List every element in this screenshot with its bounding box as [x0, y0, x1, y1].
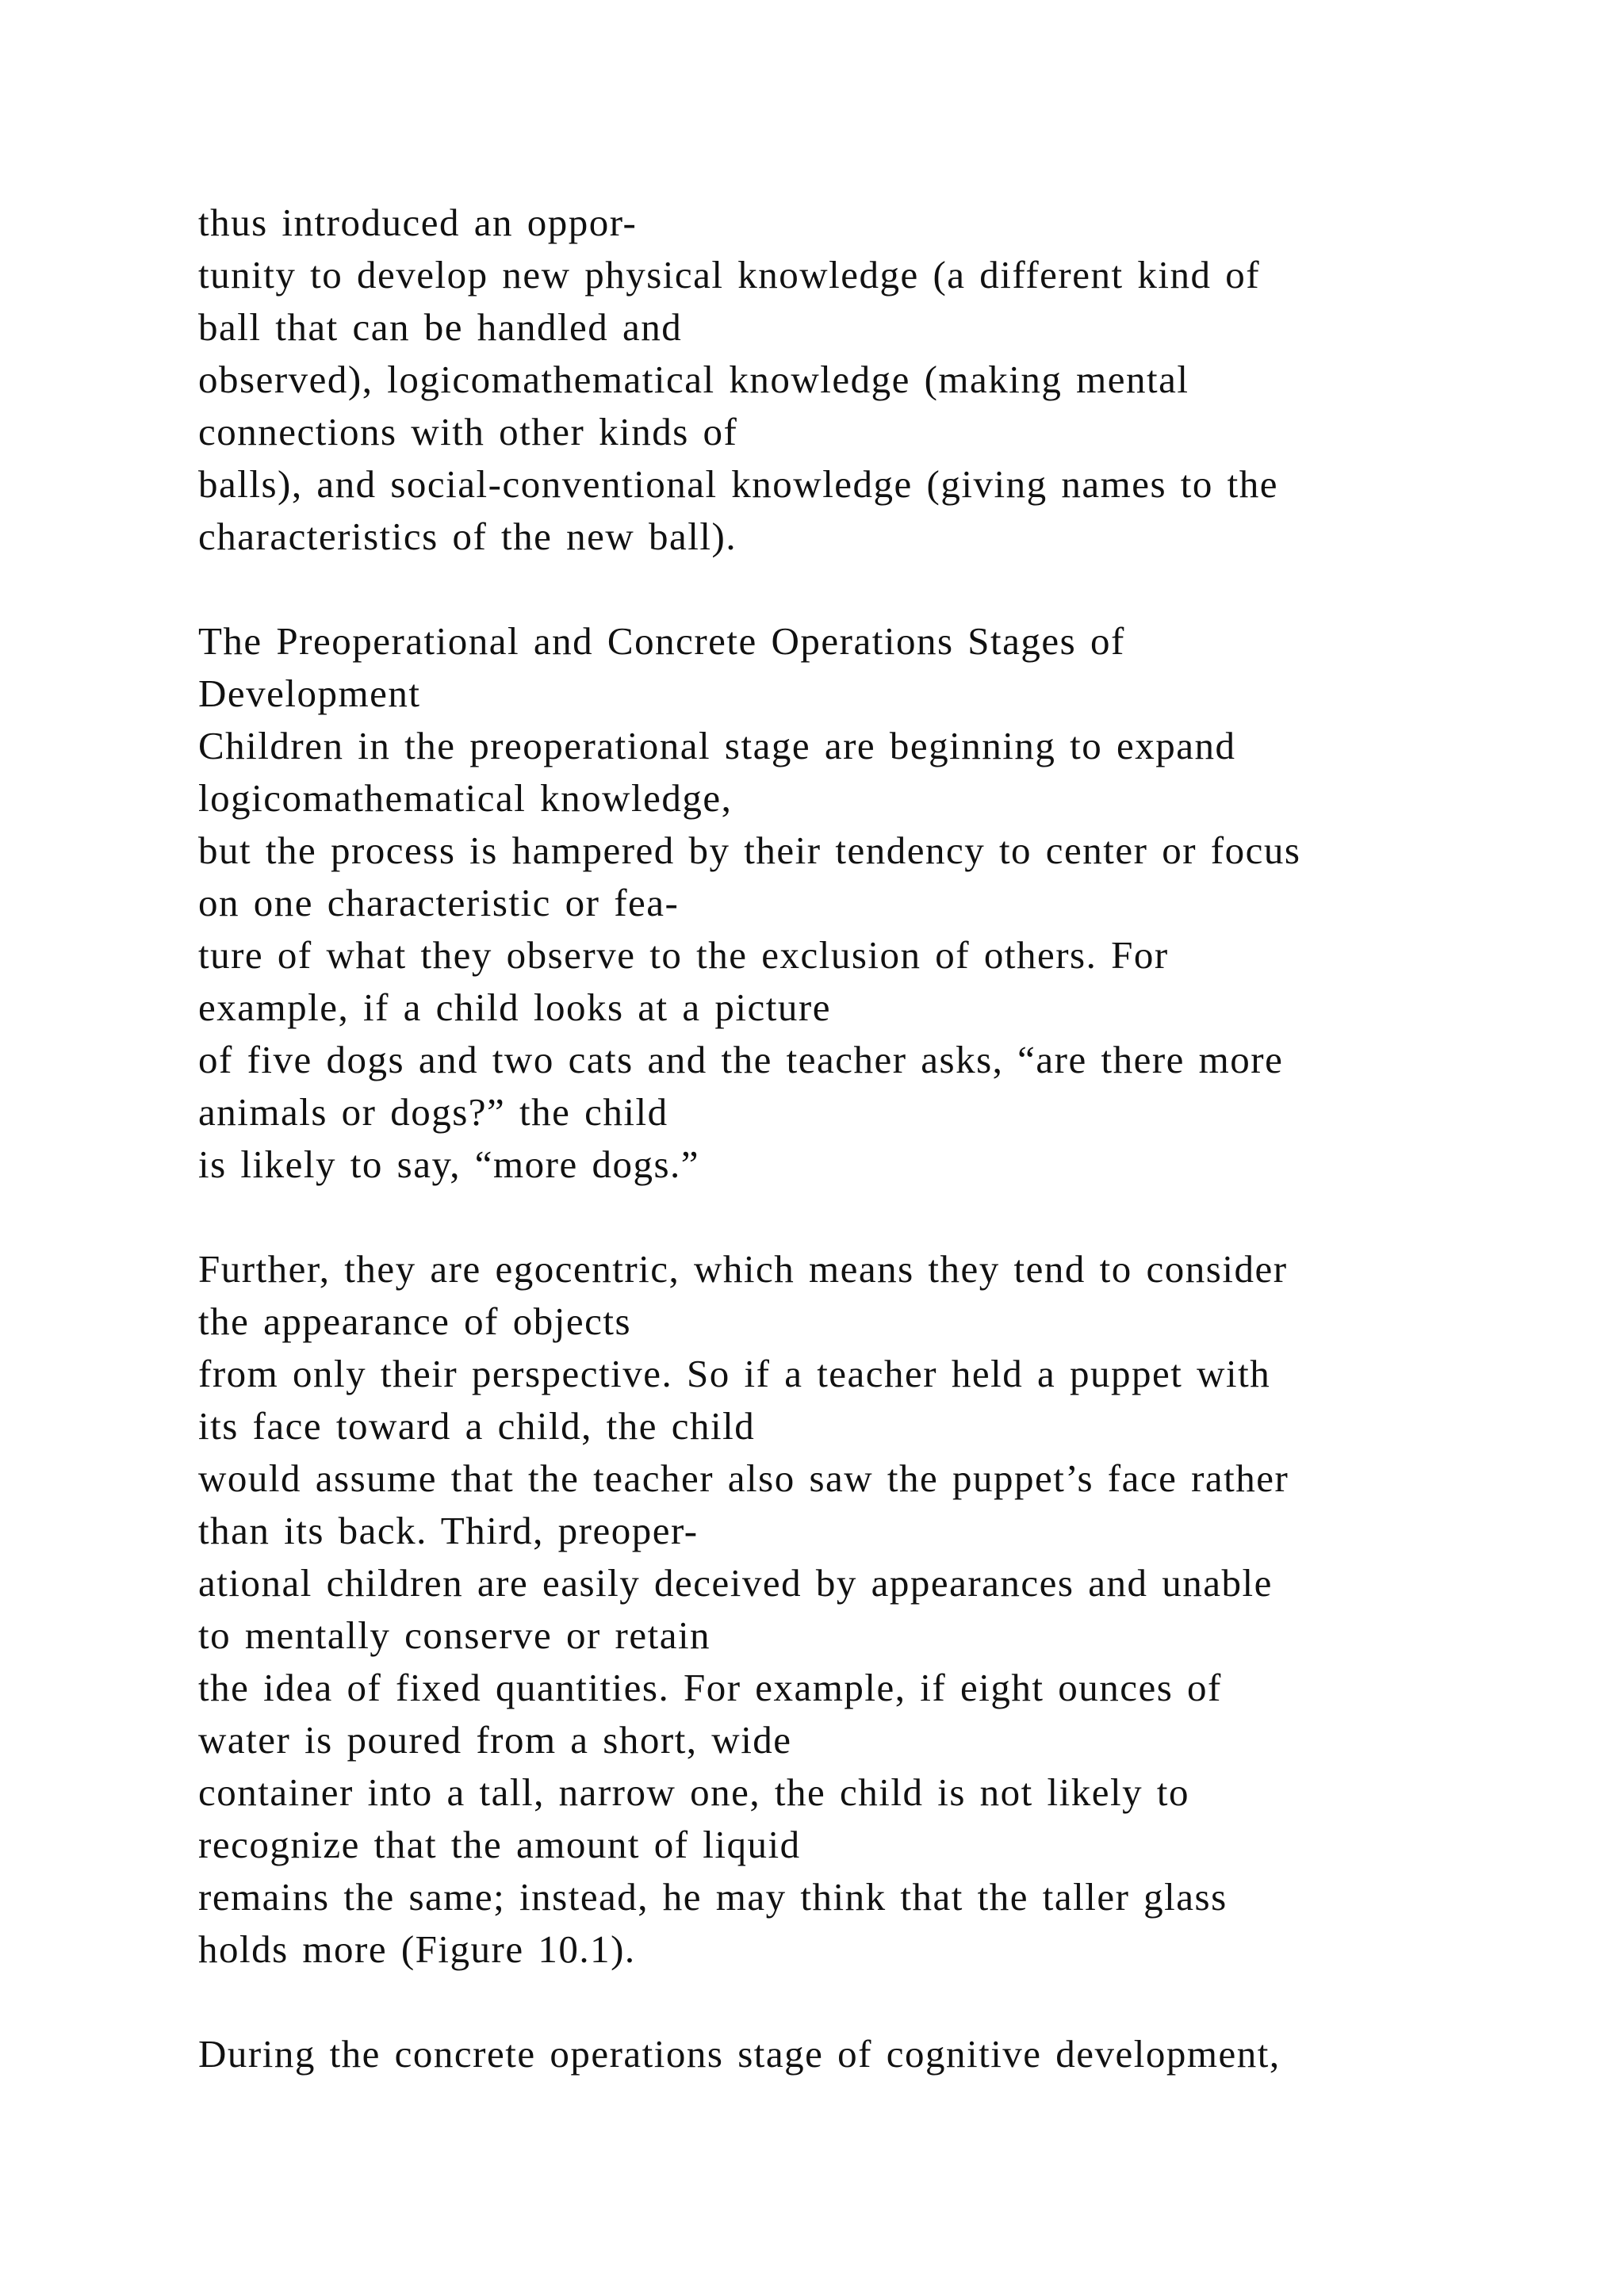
- text-line: on one characteristic or fea-: [198, 881, 680, 924]
- text-line: ational children are easily deceived by appearances and unable: [198, 1561, 1273, 1605]
- text-line: logicomathematical knowledge,: [198, 776, 733, 820]
- text-line: characteristics of the new ball).: [198, 515, 737, 558]
- text-line: ball that can be handled and: [198, 305, 683, 349]
- text-line: than its back. Third, preoper-: [198, 1509, 699, 1552]
- text-line: the appearance of objects: [198, 1299, 632, 1343]
- text-line: water is poured from a short, wide: [198, 1718, 792, 1762]
- section-heading-line: Development: [198, 672, 421, 715]
- text-line: Children in the preoperational stage are beginning to expand: [198, 724, 1236, 767]
- text-line: holds more (Figure 10.1).: [198, 1927, 636, 1971]
- text-line: from only their perspective. So if a teacher held a puppet with: [198, 1352, 1271, 1395]
- text-line: recognize that the amount of liquid: [198, 1823, 801, 1866]
- paragraph-egocentric: [198, 1243, 1515, 1976]
- text-line: animals or dogs?” the child: [198, 1090, 668, 1134]
- text-line: thus introduced an oppor-: [198, 201, 638, 244]
- paragraph-ball-knowledge: [198, 197, 1515, 563]
- text-line: of five dogs and two cats and the teacher asks, “are there more: [198, 1038, 1284, 1081]
- section-heading-line: The Preoperational and Concrete Operations Stages of: [198, 619, 1125, 663]
- paragraph-concrete-operations: [198, 2028, 1515, 2080]
- text-line: would assume that the teacher also saw the puppet’s face rather: [198, 1456, 1289, 1500]
- text-line: ture of what they observe to the exclusion of others. For: [198, 933, 1169, 977]
- text-line: During the concrete operations stage of cognitive development,: [198, 2032, 1281, 2076]
- text-line: Further, they are egocentric, which means they tend to consider: [198, 1247, 1288, 1291]
- text-line: observed), logicomathematical knowledge (making mental: [198, 358, 1189, 401]
- text-line: example, if a child looks at a picture: [198, 985, 831, 1029]
- text-line: tunity to develop new physical knowledge (a different kind of: [198, 253, 1261, 297]
- paragraph-preoperational-stage: [198, 615, 1515, 1191]
- text-line: is likely to say, “more dogs.”: [198, 1142, 700, 1186]
- document-body: [198, 197, 1515, 2080]
- text-line: its face toward a child, the child: [198, 1404, 756, 1448]
- text-line: remains the same; instead, he may think that the taller glass: [198, 1875, 1228, 1919]
- text-line: the idea of fixed quantities. For example, if eight ounces of: [198, 1666, 1222, 1709]
- text-line: but the process is hampered by their tendency to center or focus: [198, 828, 1301, 872]
- text-line: connections with other kinds of: [198, 410, 738, 453]
- text-line: balls), and social-conventional knowledge (giving names to the: [198, 462, 1279, 506]
- text-line: container into a tall, narrow one, the child is not likely to: [198, 1770, 1189, 1814]
- text-line: to mentally conserve or retain: [198, 1613, 711, 1657]
